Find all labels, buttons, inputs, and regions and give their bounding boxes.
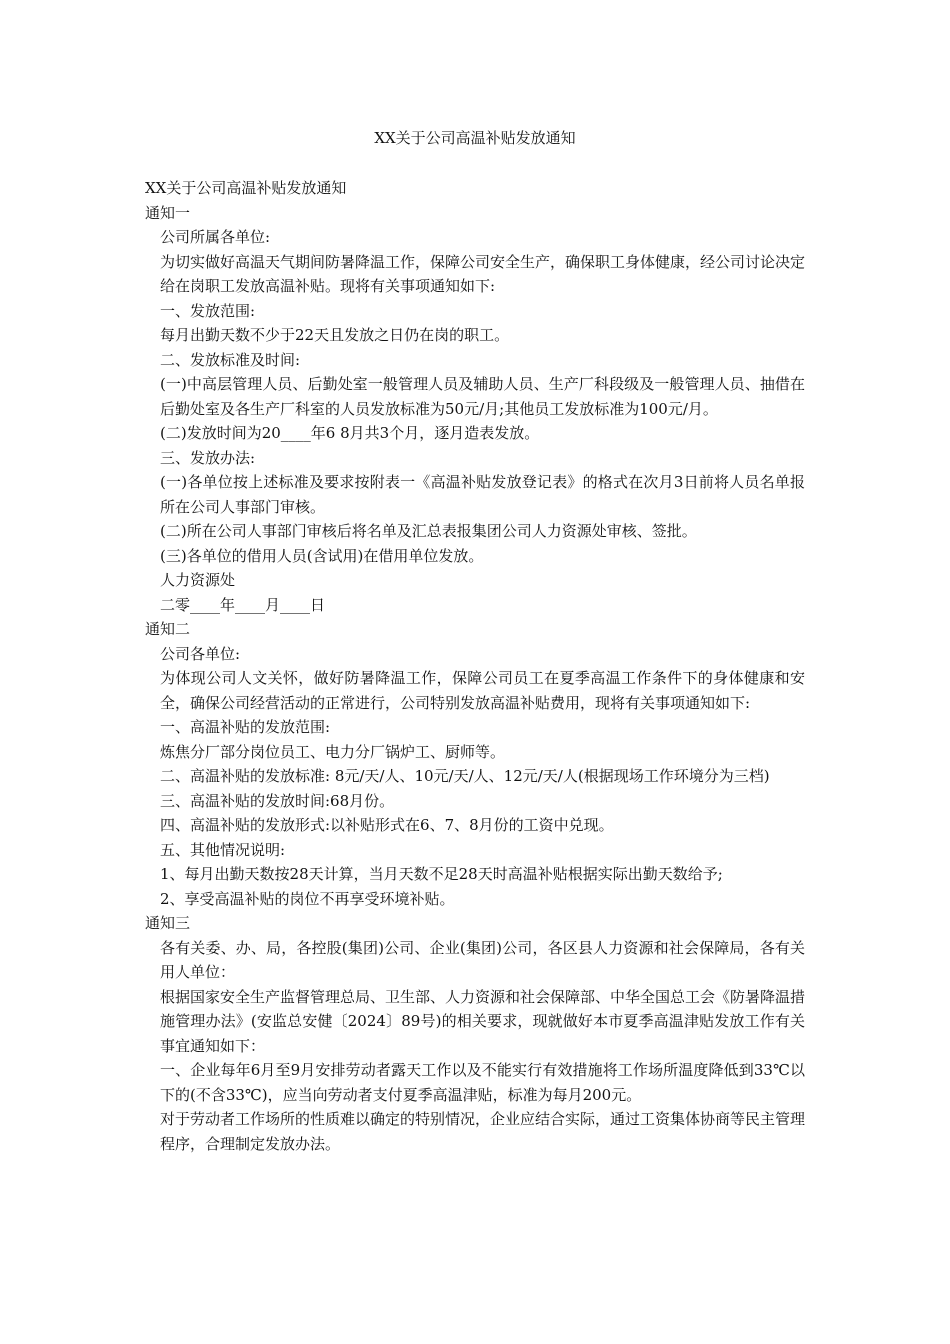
body-paragraph: 2、享受高温补贴的岗位不再享受环境补贴。	[160, 889, 455, 908]
body-paragraph: 五、其他情况说明:	[160, 840, 286, 859]
body-paragraph: (一)中高层管理人员、后勤处室一般管理人员及辅助人员、生产厂科段级及一般管理人员、抽借在后勤处室及各生产厂科室的人员发放标准为50元/月;其他员工发放标准为100元/月。	[160, 375, 805, 418]
body-paragraph: 三、发放办法:	[160, 448, 256, 467]
section-heading: 通知二	[145, 620, 191, 638]
body-paragraph: 三、高温补贴的发放时间:68月份。	[160, 791, 395, 810]
body-paragraph: 各有关委、办、局，各控股(集团)公司、企业(集团)公司，各区县人力资源和社会保障局，各有关用人单位：	[160, 938, 805, 981]
body-paragraph: 二、发放标准及时间:	[160, 350, 301, 369]
section-heading: XX关于公司高温补贴发放通知	[145, 179, 347, 197]
body-paragraph: 每月出勤天数不少于22天且发放之日仍在岗的职工。	[160, 326, 510, 344]
body-paragraph: 人力资源处	[160, 571, 236, 589]
document-title: XX关于公司高温补贴发放通知	[374, 129, 576, 147]
body-paragraph: 二、高温补贴的发放标准: 8元/天/人、10元/天/人、12元/天/人(根据现场工作环境分为三档)	[160, 767, 770, 785]
body-paragraph: (三)各单位的借用人员(含试用)在借用单位发放。	[160, 546, 484, 565]
body-paragraph: 二零____年____月____日	[160, 595, 326, 614]
body-paragraph: 一、企业每年6月至9月安排劳动者露天工作以及不能实行有效措施将工作场所温度降低到33℃以下的(不含33℃)，应当向劳动者支付夏季高温津贴，标准为每月200元。	[160, 1061, 805, 1104]
body-paragraph: 炼焦分厂部分岗位员工、电力分厂锅炉工、厨师等。	[160, 742, 506, 761]
body-paragraph: 根据国家安全生产监督管理总局、卫生部、人力资源和社会保障部、中华全国总工会《防暑降温措施管理办法》(安监总安健〔2024〕89号)的相关要求，现就做好本市夏季高温津贴发放工作有关事宜通知如下：	[160, 987, 806, 1055]
section-heading: 通知一	[145, 203, 191, 222]
document-body	[145, 176, 805, 1156]
body-paragraph: (一)各单位按上述标准及要求按附表一《高温补贴发放登记表》的格式在次月3日前将人员名单报所在公司人事部门审核。	[160, 473, 805, 516]
body-paragraph: 一、高温补贴的发放范围:	[160, 718, 331, 736]
body-paragraph: 为体现公司人文关怀，做好防暑降温工作，保障公司员工在夏季高温工作条件下的身体健康和安全，确保公司经营活动的正常进行，公司特别发放高温补贴费用，现将有关事项通知如下:	[160, 669, 805, 712]
body-paragraph: 四、高温补贴的发放形式:以补贴形式在6、7、8月份的工资中兑现。	[160, 816, 614, 834]
body-paragraph: 为切实做好高温天气期间防暑降温工作，保障公司安全生产，确保职工身体健康，经公司讨论决定给在岗职工发放高温补贴。现将有关事项通知如下:	[160, 252, 806, 295]
body-paragraph: 一、发放范围:	[160, 301, 256, 320]
body-paragraph: 公司各单位:	[160, 644, 241, 663]
body-paragraph: (二)发放时间为20____年6 8月共3个月，逐月造表发放。	[160, 424, 540, 442]
body-paragraph: 公司所属各单位:	[160, 228, 271, 246]
body-paragraph: 1、每月出勤天数按28天计算，当月天数不足28天时高温补贴根据实际出勤天数给予;	[160, 865, 723, 883]
body-paragraph: (二)所在公司人事部门审核后将名单及汇总表报集团公司人力资源处审核、签批。	[160, 522, 697, 540]
section-heading: 通知三	[145, 914, 191, 932]
body-paragraph: 对于劳动者工作场所的性质难以确定的特别情况，企业应结合实际，通过工资集体协商等民主管理程序，合理制定发放办法。	[160, 1110, 806, 1153]
